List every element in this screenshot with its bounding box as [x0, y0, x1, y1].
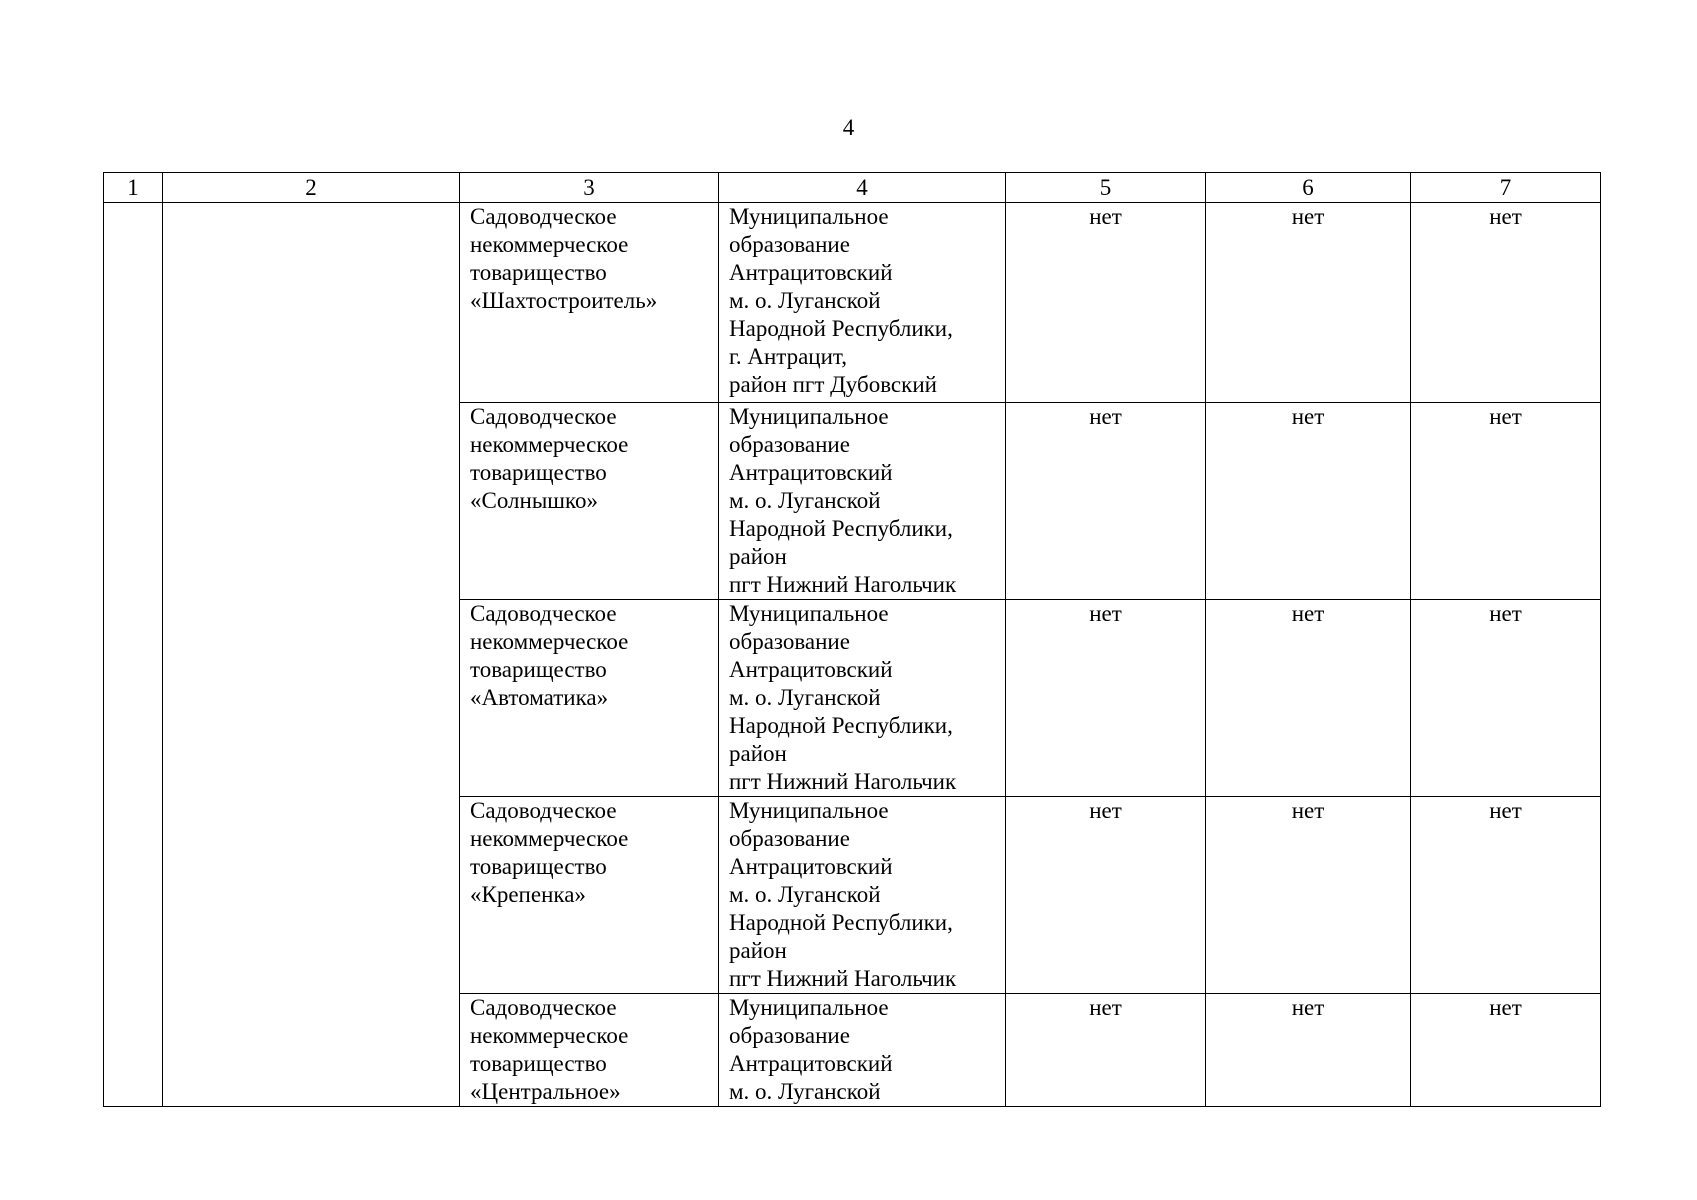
location-cell: Муниципальное образование Антрацитовский м. о. Луганской Народной Республики, район пгт Нижний Нагольчик	[719, 797, 1006, 994]
organization-name-cell: Садоводческое некоммерческое товарищество «Центральное»	[460, 994, 719, 1107]
column-5-value: нет	[1006, 600, 1206, 797]
column-number-4: 4	[719, 173, 1006, 203]
column-6-value: нет	[1206, 203, 1411, 403]
column-6-value: нет	[1206, 994, 1411, 1107]
column-5-value: нет	[1006, 797, 1206, 994]
column-number-row	[104, 173, 1601, 203]
column-number-3: 3	[460, 173, 719, 203]
column-number-6: 6	[1206, 173, 1411, 203]
column-7-value: нет	[1411, 797, 1601, 994]
district-cell	[163, 203, 460, 1107]
column-number-1: 1	[104, 173, 163, 203]
column-7-value: нет	[1411, 994, 1601, 1107]
table-row	[104, 203, 1601, 403]
location-cell: Муниципальное образование Антрацитовский м. о. Луганской Народной Республики, район пгт Нижний Нагольчик	[719, 403, 1006, 600]
location-cell: Муниципальное образование Антрацитовский м. о. Луганской Народной Республики, г. Антрацит, район пгт Дубовский	[719, 203, 1006, 403]
column-5-value: нет	[1006, 994, 1206, 1107]
column-5-value: нет	[1006, 403, 1206, 600]
column-7-value: нет	[1411, 403, 1601, 600]
column-7-value: нет	[1411, 600, 1601, 797]
column-6-value: нет	[1206, 403, 1411, 600]
organization-name-cell: Садоводческое некоммерческое товарищество «Автоматика»	[460, 600, 719, 797]
column-number-2: 2	[163, 173, 460, 203]
registry-table	[103, 172, 1601, 1107]
organization-name-cell: Садоводческое некоммерческое товарищество «Крепенка»	[460, 797, 719, 994]
column-number-7: 7	[1411, 173, 1601, 203]
column-number-5: 5	[1006, 173, 1206, 203]
location-cell: Муниципальное образование Антрацитовский м. о. Луганской Народной Республики, район пгт Нижний Нагольчик	[719, 600, 1006, 797]
organization-name-cell: Садоводческое некоммерческое товарищество «Шахтостроитель»	[460, 203, 719, 403]
column-6-value: нет	[1206, 600, 1411, 797]
location-cell: Муниципальное образование Антрацитовский м. о. Луганской	[719, 994, 1006, 1107]
page-number: 4	[842, 115, 855, 140]
column-5-value: нет	[1006, 203, 1206, 403]
column-6-value: нет	[1206, 797, 1411, 994]
column-7-value: нет	[1411, 203, 1601, 403]
organization-name-cell: Садоводческое некоммерческое товарищество «Солнышко»	[460, 403, 719, 600]
row-number-cell	[104, 203, 163, 1107]
